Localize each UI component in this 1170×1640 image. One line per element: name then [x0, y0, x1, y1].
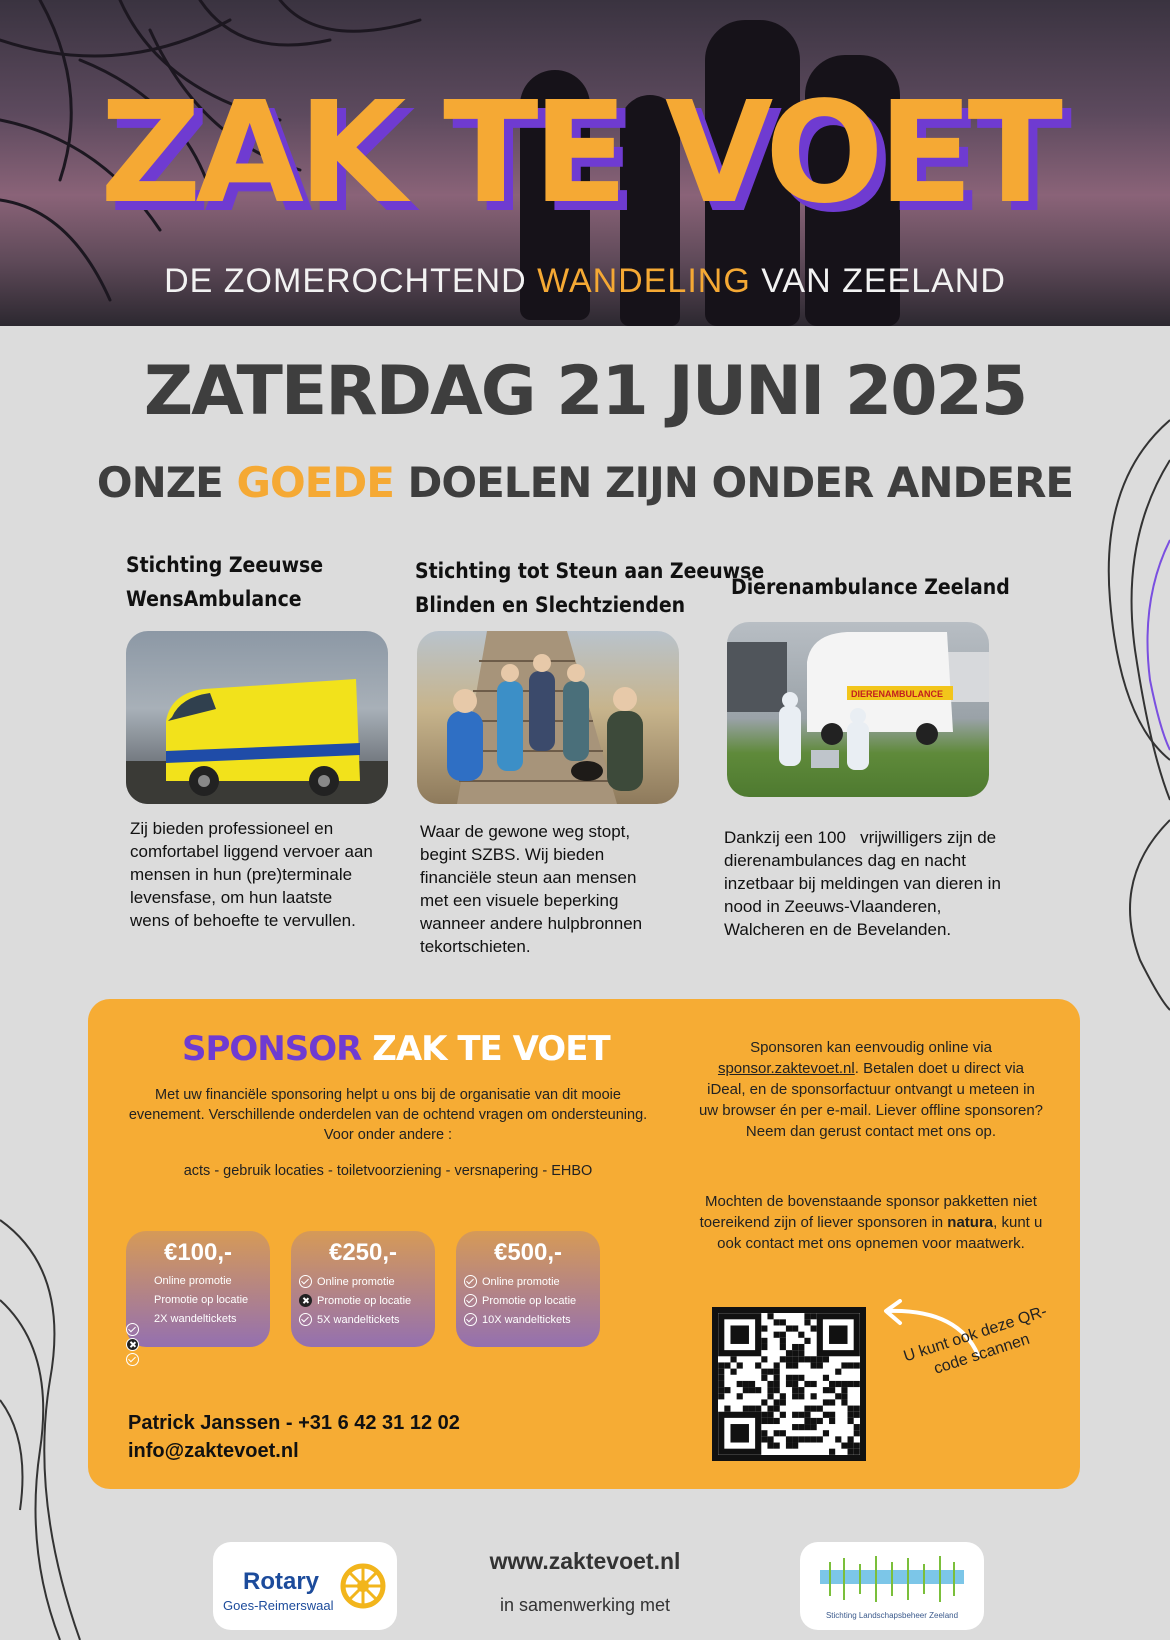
- package-price: €250,-: [328, 1239, 398, 1266]
- sponsor-intro: Met uw financiële sponsoring helpt u ons bij de organisatie van dit mooie evenement. Verschillende onderdelen van de ochtend vragen om ondersteuning. Voor onder andere :: [128, 1087, 648, 1143]
- package-row-text: Promotie op locatie: [154, 1294, 249, 1306]
- goal-title-line: Dierenambulance Zeeland: [731, 575, 1010, 599]
- custom-text-part1: Mochten de bovenstaande sponsor pakketten niet toereikend zijn of liever sponsoren in: [699, 1193, 1037, 1231]
- check-icon: [126, 1323, 139, 1336]
- rotary-sub: Goes-Reimerswaal: [223, 1598, 334, 1613]
- package-row: [299, 1294, 411, 1307]
- sponsor-custom-text: [698, 1191, 1044, 1254]
- hero-banner: [0, 0, 1170, 326]
- website-link[interactable]: www.zaktevoet.nl: [489, 1548, 681, 1574]
- event-date: ZATERDAG 21 JUNI 2025: [143, 352, 1027, 431]
- landschapsbeheer-logo: [800, 1542, 984, 1630]
- online-text-part1: Sponsoren kan eenvoudig online via: [750, 1039, 992, 1056]
- package-row: [464, 1294, 576, 1307]
- package-row: [299, 1275, 395, 1288]
- subtitle-part1: DE ZOMEROCHTEND: [164, 262, 527, 300]
- rotary-name: Rotary: [243, 1568, 320, 1595]
- qr-code[interactable]: [712, 1307, 866, 1461]
- goals-heading: [0, 458, 1170, 507]
- package-row: [464, 1313, 571, 1326]
- sponsor-url-link[interactable]: sponsor.zaktevoet.nl: [717, 1060, 855, 1077]
- package-500-card[interactable]: [456, 1231, 600, 1347]
- sponsor-acts: acts - gebruik locaties - toiletvoorziening - versnapering - EHBO: [183, 1163, 593, 1179]
- goals-heading-part1: ONZE: [96, 458, 223, 507]
- sponsor-online-text: [698, 1037, 1044, 1142]
- partner-text: in samenwerking met: [499, 1595, 671, 1615]
- sponsor-title-part2: ZAK TE VOET: [372, 1029, 610, 1069]
- check-icon: [126, 1353, 139, 1366]
- ambulance-icon: [126, 631, 388, 804]
- package-row-text: Online promotie: [154, 1275, 232, 1287]
- package-100-card[interactable]: [126, 1231, 270, 1347]
- qr-note: U kunt ook deze QR-code scannen: [901, 1303, 1050, 1378]
- package-row: [154, 1294, 248, 1306]
- custom-text-part2: , kunt u ook contact met ons opnemen voor maatwerk.: [717, 1214, 1043, 1252]
- goal-title-dierenambulance: [731, 570, 1010, 604]
- yellow-ambulance-photo: [126, 631, 388, 804]
- online-text-part2: . Betalen doet u direct via iDeal, en de sponsorfactuur ontvangt u meteen in uw browser én per e-mail. Liever offline sponsoren? Neem dan gerust contact met ons op.: [698, 1060, 1044, 1140]
- contact-info: [128, 1409, 460, 1465]
- sponsor-panel: [88, 999, 1080, 1489]
- goal-title-line: Stichting tot Steun aan Zeeuwse: [415, 559, 765, 583]
- package-price: €500,-: [493, 1239, 563, 1266]
- subtitle-part2: VAN ZEELAND: [761, 262, 1006, 300]
- goals-heading-part2: DOELEN ZIJN ONDER ANDERE: [407, 458, 1074, 507]
- check-icon: [464, 1294, 477, 1307]
- cross-icon: [299, 1294, 312, 1307]
- package-row: [154, 1313, 237, 1325]
- subtitle-highlight: WANDELING: [537, 262, 751, 300]
- goal-title-szbs: [415, 554, 764, 622]
- package-row-text: Promotie op locatie: [317, 1294, 412, 1307]
- check-icon: [464, 1313, 477, 1326]
- custom-text-bold: natura: [947, 1214, 994, 1231]
- package-row-text: Online promotie: [317, 1275, 395, 1288]
- group-icon: [417, 631, 679, 804]
- package-row: [464, 1275, 560, 1288]
- sponsor-title: [182, 1029, 610, 1069]
- goal-title-line: Blinden en Slechtzienden: [415, 593, 686, 617]
- package-row: [299, 1313, 400, 1326]
- contact-email-link[interactable]: info@zaktevoet.nl: [128, 1440, 299, 1462]
- qr-code-icon: [712, 1307, 866, 1461]
- goal-description: Dankzij een 100 vrijwilligers zijn de dierenambulances dag en nacht inzetbaar bij meldingen van dieren in nood in Zeeuws-Vlaanderen, Walcheren en de Bevelanden.: [724, 828, 1006, 939]
- package-100-check-stack: [126, 1323, 139, 1366]
- animal-ambulance-icon: [727, 622, 989, 797]
- package-row-text: 2X wandeltickets: [154, 1313, 237, 1325]
- contact-phone[interactable]: Patrick Janssen - +31 6 42 31 12 02: [128, 1412, 460, 1434]
- animal-ambulance-photo: [727, 622, 989, 797]
- goal-title-wensambulance: [126, 548, 323, 616]
- landschapsbeheer-mark-icon: [820, 1556, 964, 1602]
- check-icon: [464, 1275, 477, 1288]
- package-row-text: 5X wandeltickets: [317, 1313, 400, 1326]
- goal-description: Zij bieden professioneel en comfortabel liggend vervoer aan mensen in hun (pre)terminale levensfase, om hun laatste wens of behoefte te vervullen.: [130, 819, 373, 930]
- goal-description: Waar de gewone weg stopt, begint SZBS. Wij bieden financiële steun aan mensen met een visuele beperking wanneer andere hulpbronnen tekortschieten.: [420, 822, 643, 956]
- goal-title-line: WensAmbulance: [126, 587, 302, 611]
- goal-title-line: Stichting Zeeuwse: [126, 553, 324, 577]
- package-row-text: 10X wandeltickets: [482, 1313, 571, 1326]
- check-icon: [299, 1313, 312, 1326]
- goals-heading-highlight: GOEDE: [236, 458, 394, 507]
- landschapsbeheer-name: Stichting Landschapsbeheer Zeeland: [825, 1611, 959, 1620]
- sponsor-title-part1: SPONSOR: [182, 1029, 362, 1069]
- check-icon: [299, 1275, 312, 1288]
- dierenambulance-photo-label: DIERENAMBULANCE: [851, 689, 943, 699]
- group-on-stairs-photo: [417, 631, 679, 804]
- event-title: ZAK TE VOET: [100, 72, 1057, 235]
- package-row-text: Online promotie: [482, 1275, 560, 1288]
- package-price: €100,-: [163, 1239, 233, 1266]
- package-row-text: Promotie op locatie: [482, 1294, 577, 1307]
- package-row: [154, 1275, 232, 1287]
- package-250-card[interactable]: [291, 1231, 435, 1347]
- event-subtitle: [0, 262, 1170, 301]
- cross-icon: [126, 1338, 139, 1351]
